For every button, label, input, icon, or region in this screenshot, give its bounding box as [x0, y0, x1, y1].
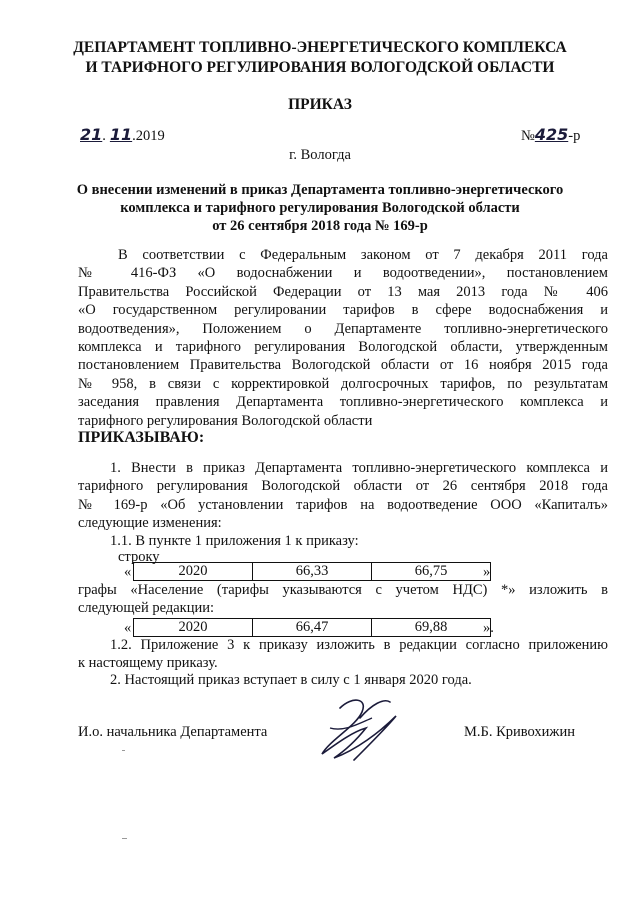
old-value-2: 66,75: [372, 563, 491, 581]
old-values-row: [133, 562, 491, 581]
open-quote: «: [124, 620, 132, 636]
department-name-line2: И ТАРИФНОГО РЕГУЛИРОВАНИЯ ВОЛОГОДСКОЙ ОБЛАСТИ: [85, 59, 555, 76]
open-quote: «: [124, 564, 132, 580]
close-quote: »: [483, 564, 491, 580]
item2: 2. Настоящий приказ вступает в силу с 1 января 2020 года.: [110, 672, 472, 688]
scan-speck: [122, 750, 125, 751]
scan-speck: [122, 838, 127, 839]
old-value-1: 66,33: [253, 563, 372, 581]
title-line1: О внесении изменений в приказ Департамента топливно-энергетического: [76, 182, 564, 198]
preamble-line: № 958, в связи с корректировкой долгосрочных тарифов, по результатам: [78, 375, 608, 392]
signatory-position: И.о. начальника Департамента: [78, 724, 268, 740]
date-sep: .: [102, 128, 106, 144]
new-value-1: 66,47: [253, 619, 372, 637]
signatory-name: М.Б. Кривохижин: [464, 724, 575, 740]
number-prefix: №: [521, 128, 535, 144]
date-year: .2019: [132, 128, 165, 144]
order-number: [521, 126, 580, 145]
item1-2-line: 1.2. Приложение 3 к приказу изложить в редакции согласно приложению: [110, 637, 608, 653]
preamble-line: водоотведения», Положением о Департаменте топливно-энергетического: [78, 320, 608, 337]
number-suffix: -р: [568, 128, 581, 144]
order-word: ПРИКАЗЫВАЮ:: [78, 429, 205, 446]
signature-image: [300, 688, 420, 768]
old-year: 2020: [134, 563, 253, 581]
date-month: 11: [109, 125, 133, 144]
preamble-line: «О государственном регулировании тарифов в сфере водоснабжения и: [78, 302, 608, 319]
item1-2-line: к настоящему приказу.: [78, 655, 218, 672]
department-name-line1: ДЕПАРТАМЕНТ ТОПЛИВНО-ЭНЕРГЕТИЧЕСКОГО КОМПЛЕКСА: [73, 39, 567, 56]
preamble-line: заседания правления Департамента топливно-энергетического комплекса и: [78, 394, 608, 411]
preamble-line: комплекса и тарифного регулирования Вологодской области, утвержденным: [78, 339, 608, 355]
new-year: 2020: [134, 619, 253, 637]
item1-line: тарифного регулирования Вологодской области от 26 сентября 2018 года: [78, 478, 608, 495]
city: г. Вологда: [289, 147, 351, 163]
item1-1: 1.1. В пункте 1 приложения 1 к приказу:: [110, 533, 359, 549]
preamble-line: В соответствии с Федеральным законом от 7 декабря 2011 года: [118, 247, 608, 263]
close-quote: ».: [483, 620, 494, 636]
new-values-row: [133, 618, 491, 637]
date-day: 21: [80, 125, 103, 144]
preamble-line: постановлением Правительства Вологодской области от 16 ноября 2015 года: [78, 357, 608, 374]
preamble-line: тарифного регулирования Вологодской области: [78, 412, 373, 429]
item1-line: 1. Внести в приказ Департамента топливно-энергетического комплекса и: [110, 460, 608, 476]
graph-line: следующей редакции:: [78, 600, 215, 617]
preamble-line: № 416-ФЗ «О водоснабжении и водоотведении», постановлением: [78, 265, 608, 282]
title-line3: от 26 сентября 2018 года № 169-р: [212, 218, 428, 234]
order-date: [80, 126, 165, 145]
title-line2: комплекса и тарифного регулирования Вологодской области: [120, 200, 520, 216]
item1-line: № 169-р «Об установлении тарифов на водоотведение ООО «Капиталъ»: [78, 496, 608, 513]
row-label: строку: [118, 549, 160, 565]
graph-line: графы «Население (тарифы указываются с учетом НДС) *» изложить в: [78, 582, 608, 598]
preamble-line: Правительства Российской Федерации от 13 мая 2013 года № 406: [78, 283, 608, 300]
new-value-2: 69,88: [372, 619, 491, 637]
item1-line: следующие изменения:: [78, 515, 222, 532]
number-value: 425: [534, 125, 569, 144]
document-type: ПРИКАЗ: [288, 96, 352, 113]
